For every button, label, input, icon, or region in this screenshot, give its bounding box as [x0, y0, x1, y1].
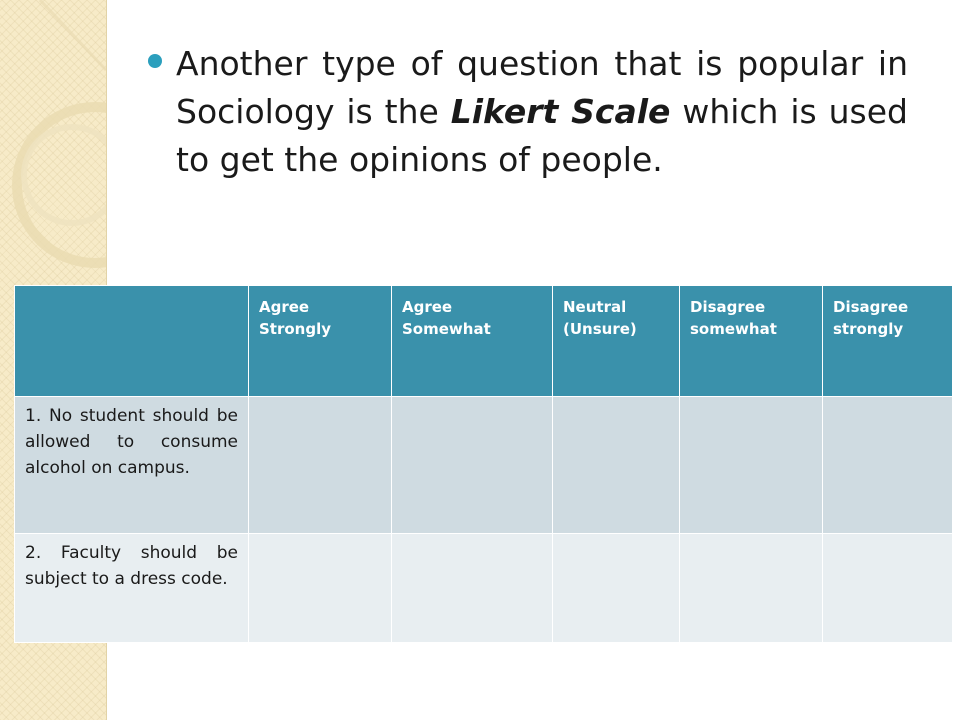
header-disagree-strongly: Disagree strongly: [823, 286, 953, 397]
response-cell: [249, 534, 392, 643]
response-cell: [249, 397, 392, 534]
header-neutral-unsure: Neutral (Unsure): [553, 286, 680, 397]
bullet-point: [148, 40, 908, 184]
likert-scale-emphasis: Likert Scale: [450, 92, 671, 131]
bullet-dot-icon: [148, 54, 162, 68]
bullet-text-end: which is used to get the opinions of people.: [176, 92, 908, 179]
header-disagree-somewhat: Disagree somewhat: [680, 286, 823, 397]
response-cell: [823, 534, 953, 643]
response-cell: [553, 534, 680, 643]
table-row: [15, 397, 953, 534]
header-cell-empty: [15, 286, 249, 397]
likert-scale-table: [14, 285, 953, 643]
bullet-text-start: Another type of question that is popular in Sociology is the: [176, 44, 908, 131]
response-cell: [392, 534, 553, 643]
response-cell: [680, 397, 823, 534]
header-agree-somewhat: Agree Somewhat: [392, 286, 553, 397]
table-row: [15, 534, 953, 643]
response-cell: [680, 534, 823, 643]
question-cell: 2. Faculty should be subject to a dress code.: [15, 534, 249, 643]
bullet-text: [176, 40, 908, 184]
question-cell: 1. No student should be allowed to consume alcohol on campus.: [15, 397, 249, 534]
response-cell: [823, 397, 953, 534]
response-cell: [392, 397, 553, 534]
table-header-row: [15, 286, 953, 397]
response-cell: [553, 397, 680, 534]
header-agree-strongly: Agree Strongly: [249, 286, 392, 397]
